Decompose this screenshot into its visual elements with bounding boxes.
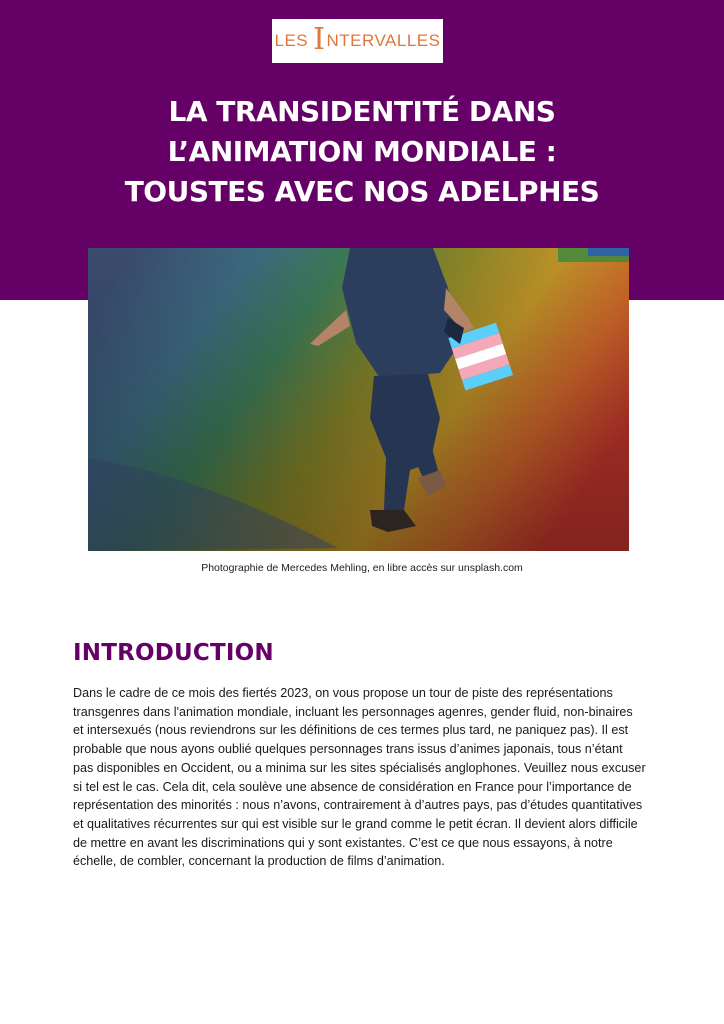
logo-wordmark xyxy=(274,22,441,57)
hero-photo xyxy=(88,248,629,551)
paragraph-line: Dans le cadre de ce mois des fiertés 2023, on vous propose un tour de piste des représentations xyxy=(73,686,613,700)
title-line: TOUSTES AVEC NOS ADELPHES xyxy=(124,175,600,208)
paragraph-line: et qualitatives récurrentes sur qui est visible sur le grand comme le petit écran. Il devient alors difficile xyxy=(73,816,638,831)
paragraph-line: probable que nous ayons oublié quelques personnages trans issus d’animes japonais, tous n’étant xyxy=(73,742,623,757)
photo-caption: Photographie de Mercedes Mehling, en libre accès sur unsplash.com xyxy=(201,562,523,574)
article-title xyxy=(60,92,664,212)
paragraph-line: représentation des minorités : nous n’avons, contrairement à d’autres pays, pas d’études quantitatives xyxy=(73,798,643,813)
logo-rest: NTERVALLES xyxy=(326,31,441,50)
logo-prefix: LES xyxy=(274,31,309,50)
title-line: L’ANIMATION MONDIALE : xyxy=(167,135,557,168)
site-logo[interactable] xyxy=(272,19,443,63)
paragraph-line: échelle, de combler, concernant la production de films d’animation. xyxy=(73,854,445,869)
hero-photo-illustration xyxy=(88,248,629,551)
paragraph-line: de mettre en avant les discriminations qui y sont existantes. C’est ce que nous essayons, à notre xyxy=(73,835,613,850)
intro-paragraph xyxy=(73,684,653,871)
paragraph-line: pas disponibles en Occident, ou a minima sur les sites spécialisés anglophones. Veuillez nous excuser xyxy=(73,760,646,775)
logo-initial: I xyxy=(313,22,326,57)
section-heading: INTRODUCTION xyxy=(73,640,274,666)
paragraph-line: si tel est le cas. Cela dit, cela soulève une absence de considération en France pour l’importance de xyxy=(73,779,632,794)
title-line: LA TRANSIDENTITÉ DANS xyxy=(168,95,556,128)
paragraph-line: transgenres dans l'animation mondiale, incluant les personnages agenres, gender fluid, non-binaires xyxy=(73,704,633,719)
paragraph-line: et intersexués (nous reviendrons sur les définitions de ces termes plus tard, ne paniquez pas). Il est xyxy=(73,723,629,738)
